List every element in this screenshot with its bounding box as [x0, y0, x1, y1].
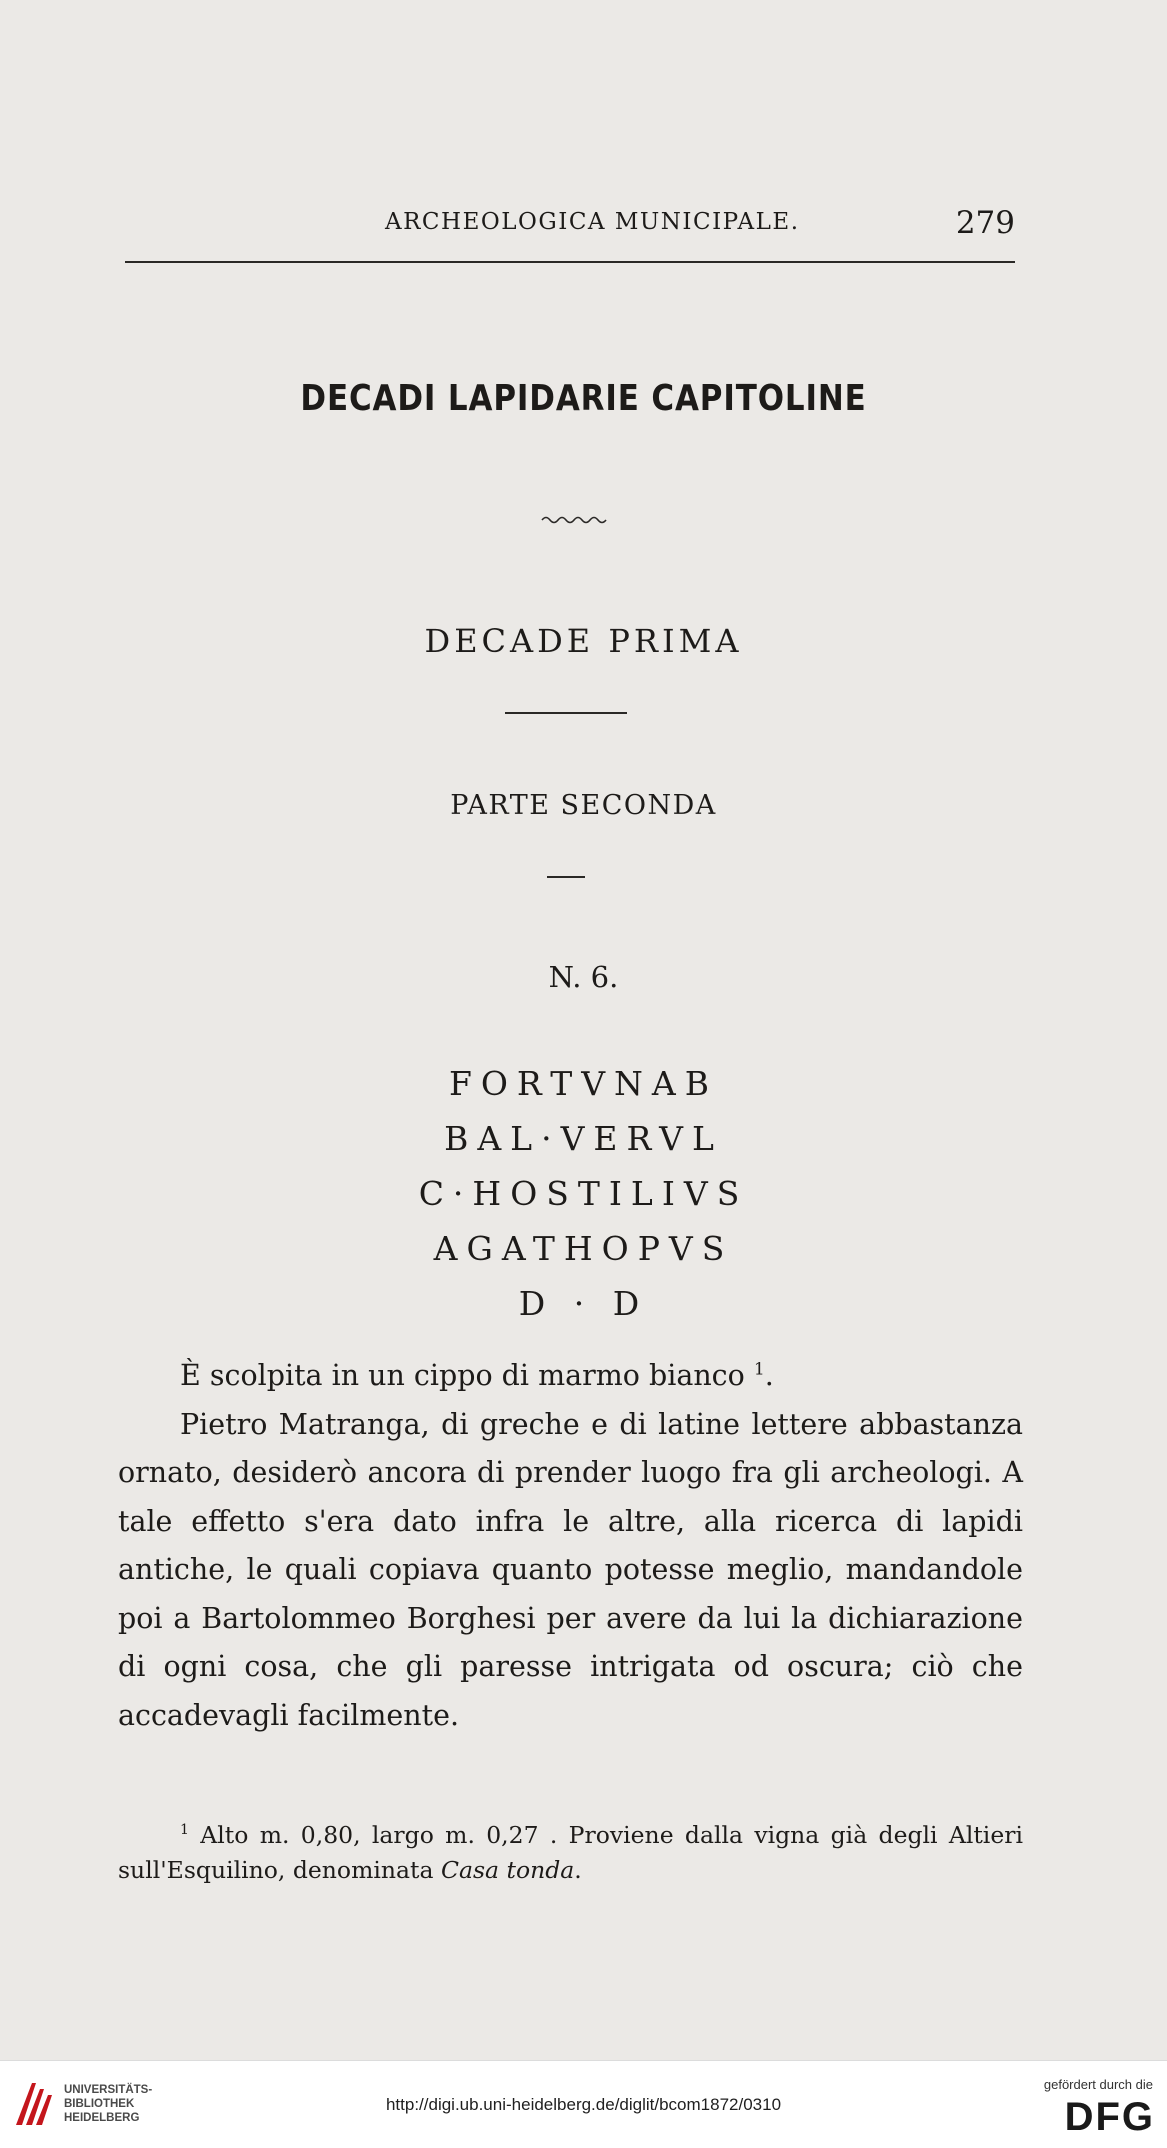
permalink-url[interactable]: http://digi.ub.uni-heidelberg.de/diglit/bcom1872/0310 — [385, 2095, 782, 2114]
main-title: DECADI LAPIDARIE CAPITOLINE — [300, 378, 867, 419]
inscription-line: BAL·VERVL — [444, 1119, 723, 1158]
inscription-line: C·HOSTILIVS — [418, 1174, 749, 1213]
section-rule — [505, 712, 627, 714]
library-name-line: BIBLIOTHEK — [64, 2098, 135, 2110]
dfg-logo: DFG — [1064, 2095, 1155, 2139]
viewer-footer — [0, 2060, 1167, 2148]
running-head — [125, 205, 1020, 245]
running-title: ARCHEOLOGICA MUNICIPALE. — [385, 209, 800, 235]
paragraph-end: . — [764, 1359, 774, 1392]
separator-dash — [547, 876, 585, 878]
paragraph: Pietro Matranga, di greche e di latine lettere abbastanza ornato, desiderò ancora di prender luogo fra gli archeologi. A tale effetto s'era dato infra le altre, alla ricerca di lapidi antiche, le quali copiava quanto potesse meglio, mandandole poi a Bartolommeo Borghesi per avere da lui la dichiarazione di ogni cosa, che gli paresse intrigata od oscura; ciò che accadevagli facilmente. — [118, 1407, 1023, 1732]
header-rule — [125, 261, 1015, 263]
paragraph — [118, 1352, 1023, 1401]
inscription-line: D · D — [518, 1284, 649, 1323]
inscription-line: FORTVNAB — [448, 1064, 719, 1103]
body-text — [118, 1352, 1023, 1740]
inscription-number: N. 6. — [548, 960, 619, 994]
footnote-paragraph — [118, 1818, 1023, 1888]
inscription-line: AGATHOPVS — [433, 1229, 734, 1268]
paragraph-text: È scolpita in un cippo di marmo bianco — [180, 1359, 745, 1392]
footnote-text: Alto m. 0,80, largo m. 0,27 . Proviene dalla vigna già degli Altieri sull'Esquilino, denominata — [118, 1821, 1023, 1884]
footnote-italic: Casa tonda — [440, 1856, 575, 1884]
funded-by-label: gefördert durch die — [1043, 2077, 1153, 2092]
decade-title: DECADE PRIMA — [424, 622, 743, 660]
squiggle-ornament-icon — [540, 514, 608, 526]
part-title: PARTE SECONDA — [450, 790, 717, 821]
footnote-mark: 1 — [180, 1822, 189, 1839]
page-number: 279 — [955, 205, 1015, 241]
library-name-line: UNIVERSITÄTS- — [64, 2084, 153, 2096]
footnote — [118, 1818, 1023, 1888]
library-name-line: HEIDELBERG — [64, 2112, 140, 2124]
inscription — [0, 1056, 1167, 1331]
footnote-reference: 1 — [753, 1359, 765, 1380]
footnote-end: . — [574, 1856, 582, 1884]
